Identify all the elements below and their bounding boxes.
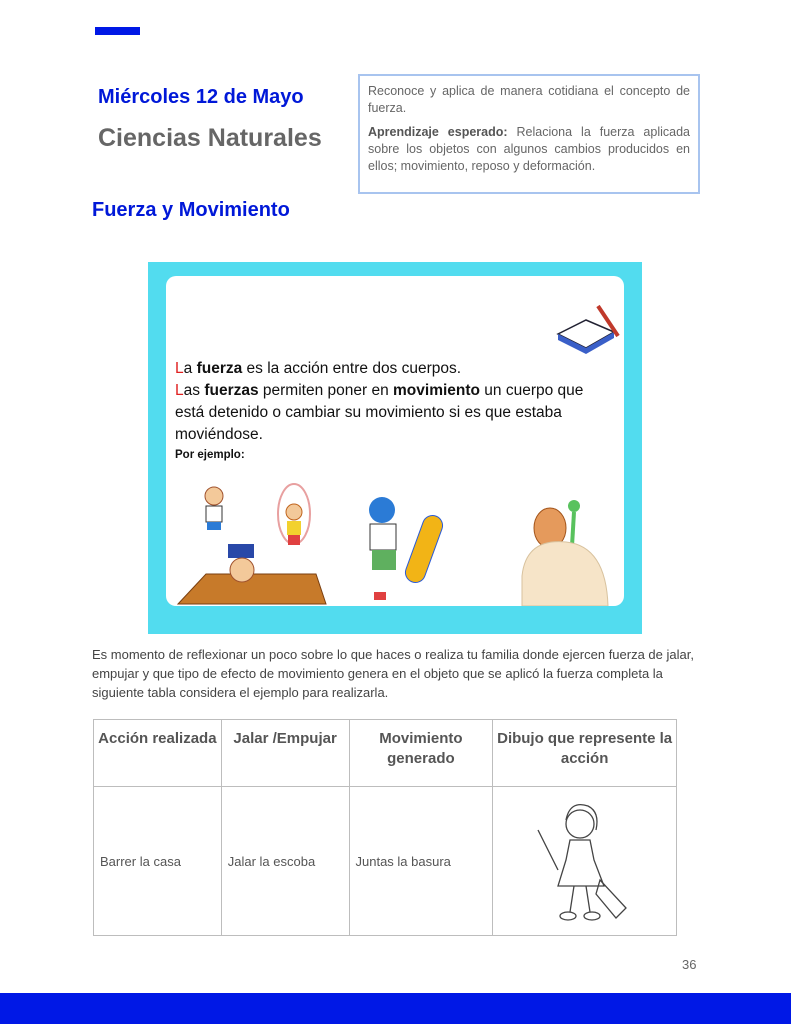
- girl-sweeping-icon: [530, 790, 640, 930]
- top-accent-bar: [95, 27, 140, 35]
- table-cell: Juntas la basura: [349, 787, 493, 936]
- page-subject: Ciencias Naturales: [98, 124, 322, 152]
- section-title: Fuerza y Movimiento: [92, 199, 290, 221]
- text-fragment: permiten poner en: [258, 382, 394, 399]
- definition-line-2: [175, 380, 615, 446]
- jump-rope-kid-icon: [278, 484, 310, 545]
- instructions-paragraph: Es momento de reflexionar un poco sobre lo que haces o realiza tu familia donde ejercen fuerza de jalar, empujar y que tipo de efecto de movimiento genera en el objeto que se aplicó la fuerza completa la siguiente tabla considera el ejemplo para realizarla.: [92, 647, 694, 700]
- page-date: Miércoles 12 de Mayo: [98, 86, 304, 108]
- objective-text: Reconoce y aplica de manera cotidiana el concepto de fuerza.: [368, 84, 690, 115]
- initial-letter: L: [175, 360, 184, 377]
- text-fragment: es la acción entre dos cuerpos.: [242, 360, 462, 377]
- column-header: Dibujo que represente la acción: [493, 720, 677, 787]
- expected-learning-text: [368, 124, 690, 175]
- example-label: Por ejemplo:: [175, 449, 245, 461]
- table-cell: Jalar la escoba: [221, 787, 349, 936]
- keyword-fuerza: fuerza: [196, 360, 243, 377]
- table-header-row: [94, 720, 677, 787]
- text-fragment: as: [183, 382, 205, 399]
- expected-learning-label: Aprendizaje esperado:: [368, 125, 508, 139]
- activity-table: [93, 719, 677, 936]
- text-fragment: a: [183, 360, 197, 377]
- keyword-fuerzas: fuerzas: [204, 382, 259, 399]
- page-number: 36: [682, 957, 697, 972]
- text-fragment: un cuerpo que está detenido o cambiar su movimiento si es que estaba moviéndose.: [175, 382, 584, 443]
- skateboarder-icon: [369, 497, 445, 600]
- expected-learning-body: Relaciona la fuerza aplicada sobre los objetos con algunos cambios producidos en ellos; movimiento, reposo y deformación.: [368, 125, 690, 173]
- learning-objective-box: [358, 74, 700, 194]
- table-row: [94, 787, 677, 936]
- column-header: Jalar /Empujar: [221, 720, 349, 787]
- initial-letter: L: [175, 382, 184, 399]
- pushing-rock-icon: [522, 500, 608, 606]
- force-definition-slide: [148, 262, 642, 634]
- keyword-movimiento: movimiento: [393, 382, 480, 399]
- drawing-cell: [493, 787, 677, 936]
- column-header: Movimiento generado: [349, 720, 493, 787]
- column-header: Acción realizada: [94, 720, 222, 787]
- bottom-accent-bar: [0, 993, 791, 1024]
- definition-line-1: [175, 358, 615, 380]
- jumping-kid-icon: [205, 487, 223, 530]
- table-cell: Barrer la casa: [94, 787, 222, 936]
- slide-content: [166, 276, 624, 606]
- book-icon: [558, 306, 618, 354]
- mattress-icon: [178, 544, 326, 604]
- slide-text: [175, 358, 615, 466]
